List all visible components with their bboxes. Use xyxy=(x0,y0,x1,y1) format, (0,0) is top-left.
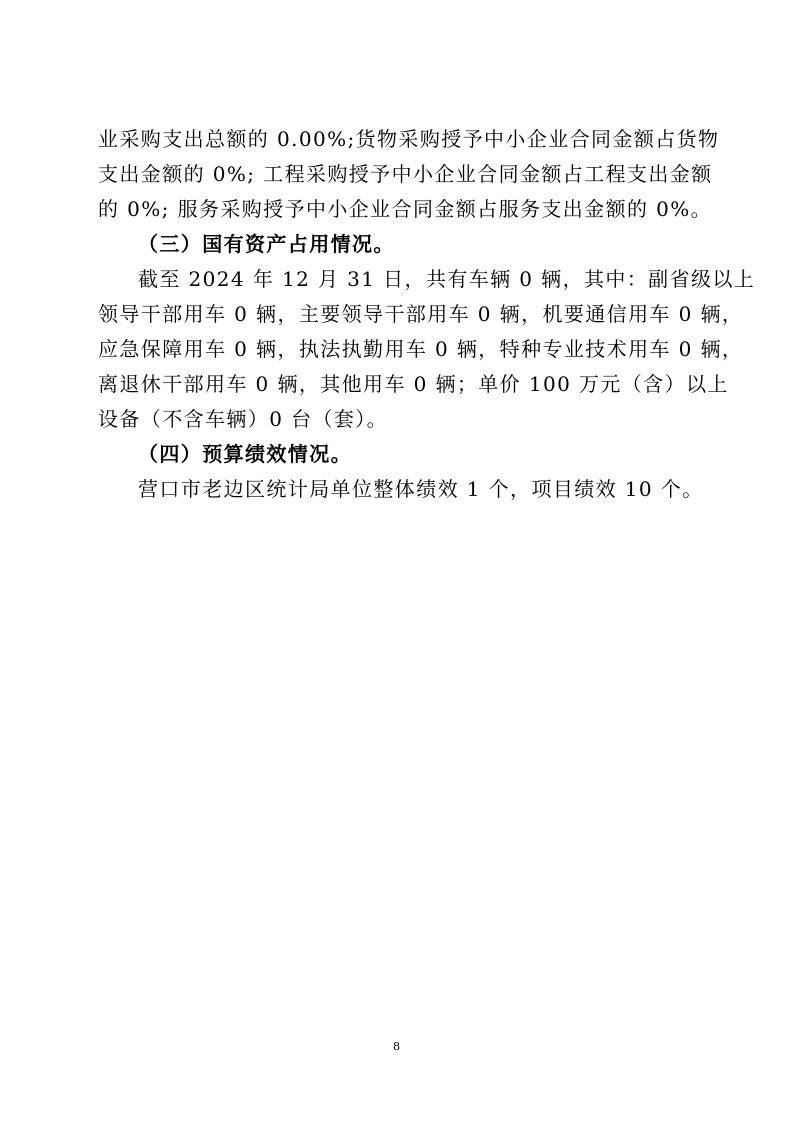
paragraph-line: 设备（不含车辆）0 台（套）。 xyxy=(98,407,389,431)
section-heading-assets: （三）国有资产占用情况。 xyxy=(138,232,395,256)
paragraph-line: 营口市老边区统计局单位整体绩效 1 个，项目绩效 10 个。 xyxy=(138,477,704,501)
page-number: 8 xyxy=(393,1040,400,1053)
paragraph-line: 的 0%; 服务采购授予中小企业合同金额占服务支出金额的 0%。 xyxy=(98,197,713,221)
paragraph-line: 业采购支出总额的 0.00%;货物采购授予中小企业合同金额占货物 xyxy=(98,127,720,151)
document-body xyxy=(98,122,756,507)
paragraph-line: 应急保障用车 0 辆，执法执勤用车 0 辆，特种专业技术用车 0 辆， xyxy=(98,337,744,361)
paragraph-line: 离退休干部用车 0 辆，其他用车 0 辆；单价 100 万元（含）以上 xyxy=(98,372,729,396)
section-heading-performance: （四）预算绩效情况。 xyxy=(138,442,352,466)
paragraph-line: 支出金额的 0%; 工程采购授予中小企业合同金额占工程支出金额 xyxy=(98,162,713,186)
paragraph-line: 截至 2024 年 12 月 31 日，共有车辆 0 辆，其中：副省级以上 xyxy=(138,267,756,291)
paragraph-line: 领导干部用车 0 辆，主要领导干部用车 0 辆，机要通信用车 0 辆， xyxy=(98,302,744,326)
